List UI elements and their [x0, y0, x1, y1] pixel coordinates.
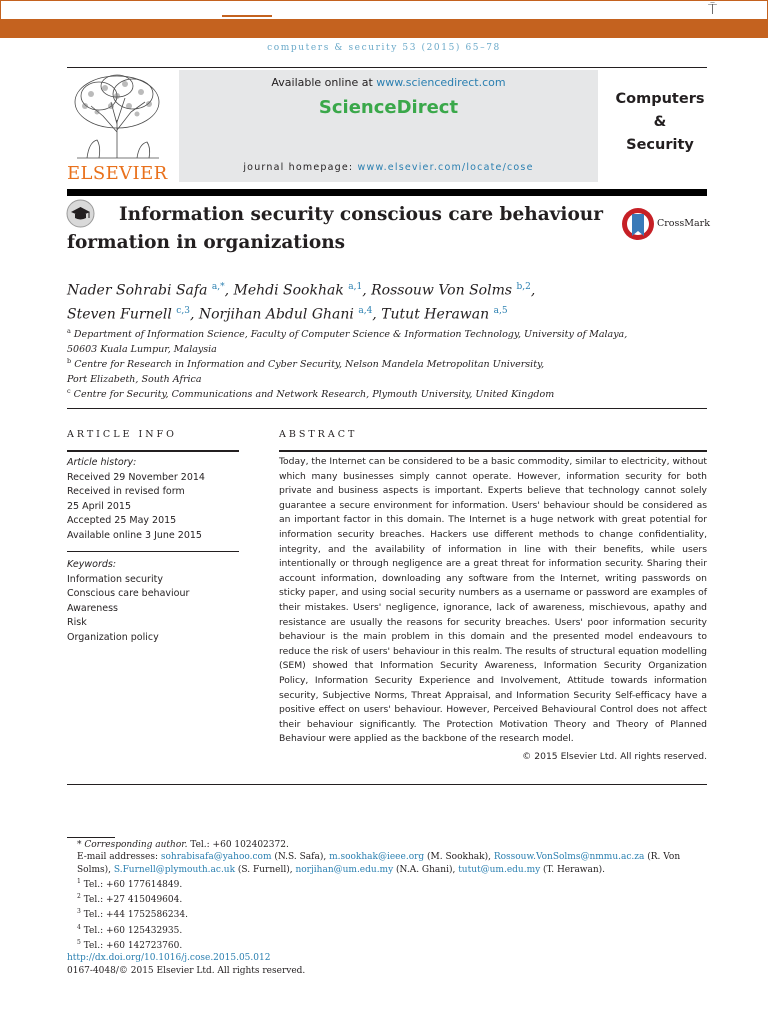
history-revised: Received in revised form [67, 486, 185, 498]
corresponding-author-note [67, 839, 707, 851]
issn-copyright: 0167-4048/© 2015 Elsevier Ltd. All rights reserved. [67, 965, 306, 976]
printer-icon[interactable]: ⍑ [708, 0, 718, 18]
sciencedirect-banner [179, 70, 598, 182]
tel-footnote [67, 906, 707, 921]
tel-text: Tel.: +44 1752586234. [83, 910, 188, 921]
keyword: Organization policy [67, 631, 159, 643]
doi-link[interactable]: http://dx.doi.org/10.1016/j.cose.2015.05.012 [67, 953, 271, 964]
tel-text: Tel.: +60 125432935. [83, 925, 183, 936]
email-link[interactable]: Rossouw.VonSolms@nmmu.ac.za [493, 852, 645, 863]
keyword: Risk [67, 617, 87, 629]
abstract-copyright: © 2015 Elsevier Ltd. All rights reserved. [522, 751, 707, 762]
viewer-panel [0, 0, 768, 19]
affiliation-text: Centre for Research in Information and Cyber Security, Nelson Mandela Metropolitan University, [74, 359, 545, 371]
crossmark-badge[interactable] [621, 206, 713, 242]
header-thick-rule [67, 189, 707, 196]
email-link[interactable]: norjihan@um.edu.my [295, 864, 394, 875]
footnotes [67, 839, 707, 977]
journal-name-line3: Security [626, 137, 694, 153]
affiliation-text: Department of Information Science, Faculty of Computer Science & Information Technology, University of Malaya, [73, 329, 628, 341]
author-separator: , [372, 306, 382, 323]
email-owner: (N.A. Ghani), [393, 864, 459, 875]
abstract-rule [279, 450, 707, 452]
article-info-divider [67, 551, 239, 552]
footnote-mark: * [77, 840, 82, 850]
author-name: Tutut Herawan [381, 306, 490, 323]
email-owner: (R. Von Solms), [77, 852, 681, 875]
email-link[interactable]: S.Furnell@plymouth.ac.uk [113, 864, 236, 875]
author-line-1 [67, 277, 707, 301]
history-accepted: Accepted 25 May 2015 [67, 515, 177, 527]
email-link[interactable]: sohrabisafa@yahoo.com [160, 852, 272, 863]
history-label: Article history: [67, 457, 137, 468]
header-rule [67, 67, 707, 68]
email-owner: (N.S. Safa), [271, 852, 330, 863]
running-head: computers & security 53 (2015) 65–78 [267, 43, 501, 53]
abstract-end-rule [67, 784, 707, 785]
corresponding-label: Corresponding author. [84, 840, 188, 850]
corresponding-tel: Tel.: +60 102402372. [187, 840, 289, 850]
author-affiliation-mark[interactable]: a,5 [493, 305, 508, 316]
tel-footnote [67, 891, 707, 906]
journal-name-line2: & [653, 114, 667, 130]
journal-homepage [179, 162, 598, 173]
journal-name [610, 88, 710, 157]
active-tab-indicator[interactable] [222, 15, 272, 17]
author-list [67, 277, 707, 324]
footnote-rule [67, 837, 115, 838]
keyword: Information security [67, 573, 163, 585]
author-affiliation-mark[interactable]: a,* [211, 282, 225, 292]
footnote-number: 3 [77, 908, 81, 916]
email-owner: (T. Herawan). [540, 864, 606, 875]
footnote-number: 2 [77, 893, 81, 901]
email-owner: (M. Sookhak), [424, 852, 494, 863]
journal-name-line1: Computers [615, 91, 705, 107]
footnote-number: 1 [77, 877, 81, 885]
author-separator: , [530, 282, 536, 299]
tel-text: Tel.: +60 142723760. [83, 941, 183, 952]
elsevier-tree-logo [67, 72, 167, 160]
email-owner: (S. Furnell), [235, 864, 296, 875]
email-addresses [67, 851, 707, 876]
sciencedirect-link[interactable]: www.sciencedirect.com [376, 76, 506, 89]
footnote-number: 4 [77, 923, 81, 931]
affiliation-text: 50603 Kuala Lumpur, Malaysia [67, 343, 217, 355]
author-name: Norjihan Abdul Ghani [198, 306, 354, 323]
author-name: Nader Sohrabi Safa [67, 282, 208, 299]
homepage-link[interactable]: www.elsevier.com/locate/cose [357, 162, 534, 173]
author-separator: , [362, 282, 372, 299]
author-affiliation-mark[interactable]: b,2 [516, 282, 531, 292]
author-affiliation-mark[interactable]: a,1 [348, 282, 363, 292]
elsevier-logo [67, 72, 171, 184]
email-link[interactable]: tutut@um.edu.my [458, 864, 541, 875]
tel-text: Tel.: +27 415049604. [83, 895, 183, 906]
affiliation-mark: c [67, 387, 71, 395]
article-info-heading: ARTICLE INFO [67, 429, 177, 440]
keywords [67, 558, 239, 646]
article-info-rule [67, 450, 239, 452]
crossmark-label: CrossMark [657, 218, 710, 229]
publisher-name: ELSEVIER [67, 163, 168, 184]
abstract-text: Today, the Internet can be considered to be a basic commodity, similar to electricity, without which many businesses simply cannot operate. However, information security for both private and business aspects is important. Experts believe that technology cannot solely guarantee a secure environment for information. Users' behaviour should be considered as an important factor in this domain. The Internet is a huge network with great potential for information security breaches. Hackers use different methods to change confidentiality, integrity, and the availability of information in line with their benefits, while users intentionally or through negligence are a great threat for information security. Sharing their account information, downloading any software from the Internet, writing passwords on sticky paper, and using social security numbers as a username or password are examples of their mistakes. Users' negligence, ignorance, lack of awareness, mischievous, apathy and resistance are usually the reasons for security breaches. Users' poor information security behaviour is the main problem in this domain and the presented model endeavours to reduce the risk of users' behaviour in this realm. The results of structural equation modelling (SEM) showed that Information Security Awareness, Information Security Organization Policy, Information Security Experience and Involvement, Attitude towards information security, Subjective Norms, Threat Appraisal, and Information Security Self-efficacy have a positive effect on users' behaviour. However, Perceived Behavioural Control does not affect their behaviour significantly. The Protection Motivation Theory and Theory of Planned Behaviour were applied as the backbone of the research model. [279, 456, 707, 745]
affiliation-a [67, 324, 707, 357]
available-online [179, 76, 598, 89]
sciencedirect-logo: ScienceDirect [318, 97, 459, 118]
history-online: Available online 3 June 2015 [67, 529, 202, 541]
email-label: E-mail addresses: [77, 852, 161, 863]
crossmark-icon [621, 206, 655, 242]
section-rule [67, 408, 707, 409]
affiliation-mark: b [67, 357, 72, 365]
history-received: Received 29 November 2014 [67, 471, 205, 483]
affiliation-text: Port Elizabeth, South Africa [67, 373, 202, 385]
author-line-2 [67, 301, 707, 325]
email-link[interactable]: m.sookhak@ieee.org [329, 852, 425, 863]
affiliation-c [67, 384, 707, 403]
author-name: Rossouw Von Solms [371, 282, 513, 299]
author-separator: , [189, 306, 199, 323]
author-affiliation-mark[interactable]: a,4 [358, 305, 373, 316]
tel-footnote [67, 922, 707, 937]
homepage-prefix: journal homepage: [243, 162, 358, 173]
affiliation-b [67, 354, 707, 387]
abstract-heading: ABSTRACT [279, 429, 358, 440]
available-prefix: Available online at [271, 76, 377, 89]
tel-footnote [67, 937, 707, 952]
author-affiliation-mark[interactable]: c,3 [176, 305, 190, 316]
author-separator: , [224, 282, 234, 299]
footnote-number: 5 [77, 939, 81, 947]
author-name: Steven Furnell [67, 306, 172, 323]
affiliation-mark: a [67, 327, 71, 335]
tel-text: Tel.: +60 177614849. [83, 879, 183, 890]
author-name: Mehdi Sookhak [233, 282, 344, 299]
keyword: Conscious care behaviour [67, 588, 190, 600]
keywords-label: Keywords: [67, 559, 117, 570]
affiliation-text: Centre for Security, Communications and Network Research, Plymouth University, United Kingdom [73, 389, 555, 401]
article-history [67, 456, 239, 544]
tel-footnote [67, 876, 707, 891]
keyword: Awareness [67, 602, 119, 614]
history-revised-date: 25 April 2015 [67, 500, 132, 512]
article-title: Information security conscious care behaviour formation in organizations [67, 204, 603, 253]
